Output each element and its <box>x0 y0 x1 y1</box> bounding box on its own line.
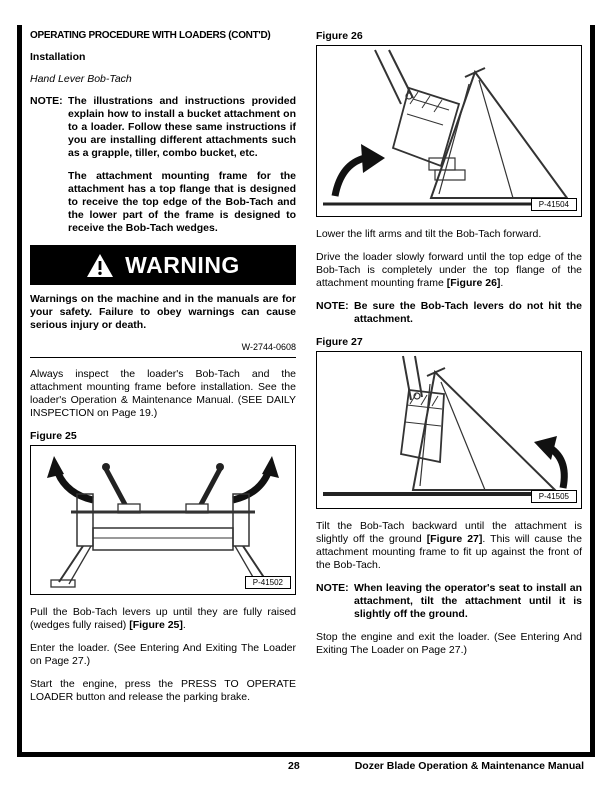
warning-triangle-icon <box>86 253 114 278</box>
figure-27-illustration <box>317 352 581 508</box>
figure-27-reference: [Figure 27] <box>426 533 483 545</box>
bobtach-heading: Hand Lever Bob-Tach <box>30 73 132 85</box>
page-bottom-border <box>17 752 595 757</box>
warning-text: Warnings on the machine and in the manuals are for your safety. Failure to obey warnings can cause serious injury or death. <box>30 293 296 331</box>
note-installation-continued: The attachment mounting frame for the attachment has a top flange that is designed to receive the top edge of the Bob-Tach and the lower part of the frame is designed to receive the Bob-Tach wedges. <box>68 170 296 234</box>
figure-27-photo-id: P-41505 <box>531 490 577 503</box>
drive-forward-period: . <box>500 277 504 289</box>
figure-25 <box>30 445 296 595</box>
section-title: OPERATING PROCEDURE WITH LOADERS (CONT'D) <box>30 30 271 41</box>
start-engine-paragraph: Start the engine, press the PRESS TO OPERATE LOADER button and release the parking brake. <box>30 678 296 703</box>
note-leaving-seat <box>316 582 582 621</box>
lower-lift-arms-paragraph: Lower the lift arms and tilt the Bob-Tach forward. <box>316 228 542 240</box>
installation-heading: Installation <box>30 51 86 63</box>
note-installation-text: The illustrations and instructions provided explain how to install a bucket attachment on to a loader. Follow these same instructions if you are installing different attachments such as a grapple, tiller, combo bucket, etc. <box>68 95 296 159</box>
figure-25-photo-id: P-41502 <box>245 576 291 589</box>
figure-26-photo-id: P-41504 <box>531 198 577 211</box>
pull-levers-text: Pull the Bob-Tach levers up until they are fully raised (wedges fully raised) <box>30 606 296 631</box>
page-content <box>30 30 582 714</box>
tilt-backward-text: Tilt the Bob-Tach backward until the attachment is slightly off the ground <box>316 520 582 545</box>
figure-26-reference: [Figure 26] <box>446 277 501 289</box>
page-number: 28 <box>288 760 300 772</box>
footer <box>30 760 584 774</box>
drive-forward-paragraph <box>316 251 582 290</box>
note-leaving-seat-text: When leaving the operator's seat to install an attachment, tilt the attachment until it is slightly off the ground. <box>354 582 582 620</box>
figure-27-label: Figure 27 <box>316 336 363 348</box>
figure-27 <box>316 351 582 509</box>
warning-code: W-2744-0608 <box>241 342 296 352</box>
inspect-paragraph: Always inspect the loader's Bob-Tach and the attachment mounting frame before installation. See the loader's Operation & Maintenance Manual. (SEE DAILY INSPECTION on Page 19.) <box>30 368 296 419</box>
tilt-backward-rest: . This will cause the attachment mounting frame to fit up against the front of the Bob-Tach. <box>316 533 582 571</box>
note-installation <box>30 95 296 160</box>
warning-banner <box>30 245 296 285</box>
figure-26 <box>316 45 582 217</box>
note-label: NOTE: <box>30 95 63 107</box>
note-levers-text: Be sure the Bob-Tach levers do not hit the attachment. <box>354 300 582 325</box>
enter-loader-paragraph: Enter the loader. (See Entering And Exiting The Loader on Page 27.) <box>30 642 296 667</box>
figure-25-illustration <box>31 446 295 594</box>
page-left-border <box>17 25 22 757</box>
drive-forward-text: Drive the loader slowly forward until the top edge of the Bob-Tach is completely under the top flange of the attachment mounting frame <box>316 251 582 289</box>
tilt-backward-paragraph <box>316 520 582 572</box>
note-leaving-seat-label: NOTE: <box>316 582 349 594</box>
note-levers-label: NOTE: <box>316 300 349 312</box>
figure-25-reference: [Figure 25] <box>129 619 183 631</box>
warning-title: WARNING <box>125 251 240 278</box>
page-right-border <box>590 25 595 757</box>
left-column <box>30 30 296 714</box>
figure-26-label: Figure 26 <box>316 30 363 42</box>
pull-levers-paragraph <box>30 606 296 632</box>
stop-engine-paragraph: Stop the engine and exit the loader. (See Entering And Exiting The Loader on Page 27.) <box>316 631 582 656</box>
manual-title: Dozer Blade Operation & Maintenance Manual <box>354 760 584 772</box>
right-column <box>316 30 582 714</box>
figure-25-label: Figure 25 <box>30 430 77 442</box>
note-levers <box>316 300 582 326</box>
pull-levers-period: . <box>182 619 186 631</box>
figure-26-illustration <box>317 46 581 216</box>
divider <box>30 357 296 358</box>
